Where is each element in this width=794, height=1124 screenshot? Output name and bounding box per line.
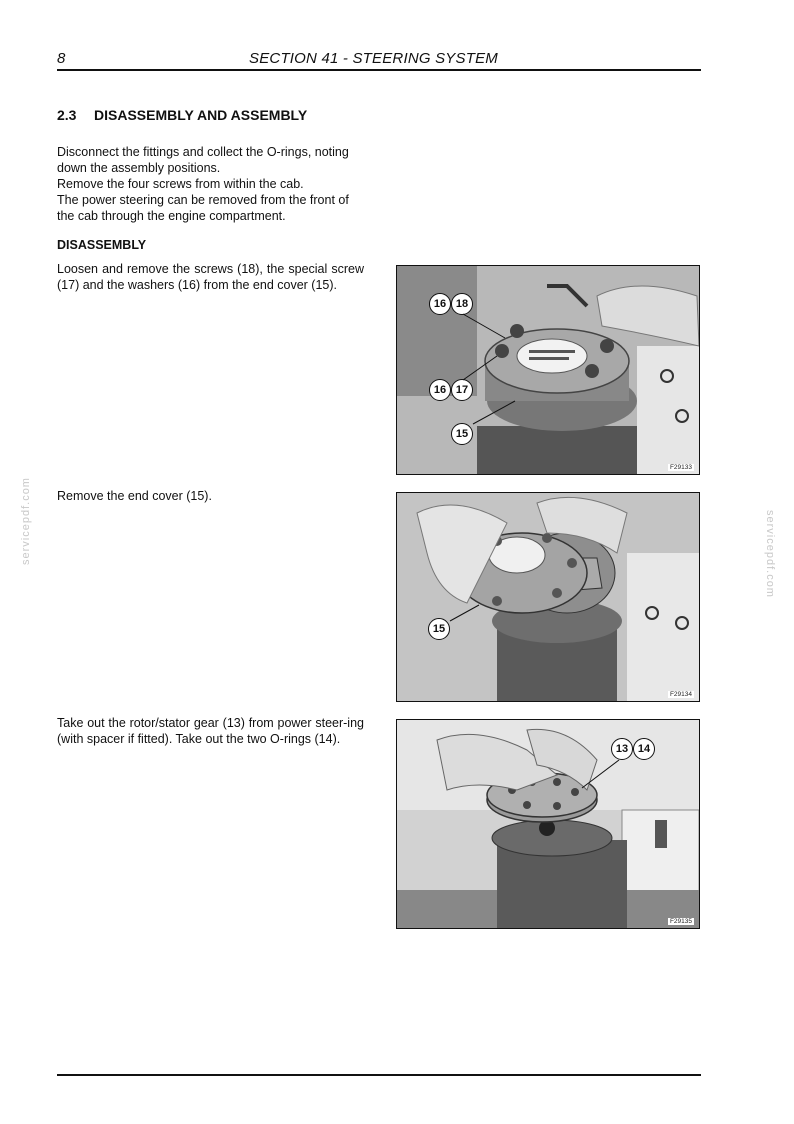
callout-17: 17: [451, 379, 473, 401]
figure-code: F29134: [669, 691, 692, 698]
leader-lines: [397, 720, 699, 928]
intro-paragraph: [57, 144, 364, 224]
figure-end-cover-screws: [396, 265, 700, 475]
step-text: Loosen and remove the screws (18), the special screw (17) and the washers (16) from the end cover (15).: [57, 262, 364, 292]
leader-lines: [397, 266, 699, 474]
callout-16: 16: [429, 293, 451, 315]
callout-18: 18: [451, 293, 473, 315]
figure-rotor-stator: [396, 719, 700, 929]
section-title: DISASSEMBLY AND ASSEMBLY: [94, 107, 308, 123]
section-header-title: SECTION 41 - STEERING SYSTEM: [249, 50, 498, 67]
watermark-right: servicepdf.com: [764, 510, 776, 598]
header-rule: [57, 69, 701, 71]
intro-line: Disconnect the fittings and collect the O-rings, noting: [57, 145, 349, 159]
disassembly-subheading: DISASSEMBLY: [57, 238, 147, 252]
figure-code: F29135: [669, 918, 692, 925]
intro-line: Remove the four screws from within the cab.: [57, 177, 304, 191]
callout-16: 16: [429, 379, 451, 401]
footer-rule: [57, 1074, 701, 1076]
step-text: Remove the end cover (15).: [57, 489, 212, 503]
section-number: 2.3: [57, 107, 77, 123]
callout-15: 15: [451, 423, 473, 445]
step-3-text: [57, 715, 364, 747]
intro-line: The power steering can be removed from the front of: [57, 193, 349, 207]
section-heading: [57, 107, 307, 123]
figure-remove-end-cover: [396, 492, 700, 702]
callout-13: 13: [611, 738, 633, 760]
step-2-text: [57, 488, 364, 504]
figure-code: F29133: [669, 464, 692, 471]
callout-15: 15: [428, 618, 450, 640]
step-1-text: [57, 261, 364, 293]
page-number: 8: [57, 50, 66, 67]
leader-lines: [397, 493, 699, 701]
watermark-left: servicepdf.com: [20, 477, 32, 565]
step-text: Take out the rotor/stator gear (13) from power steer-ing (with spacer if fitted). Take out the two O-rings (14).: [57, 716, 364, 746]
intro-line: the cab through the engine compartment.: [57, 209, 286, 223]
intro-line: down the assembly positions.: [57, 161, 221, 175]
callout-14: 14: [633, 738, 655, 760]
